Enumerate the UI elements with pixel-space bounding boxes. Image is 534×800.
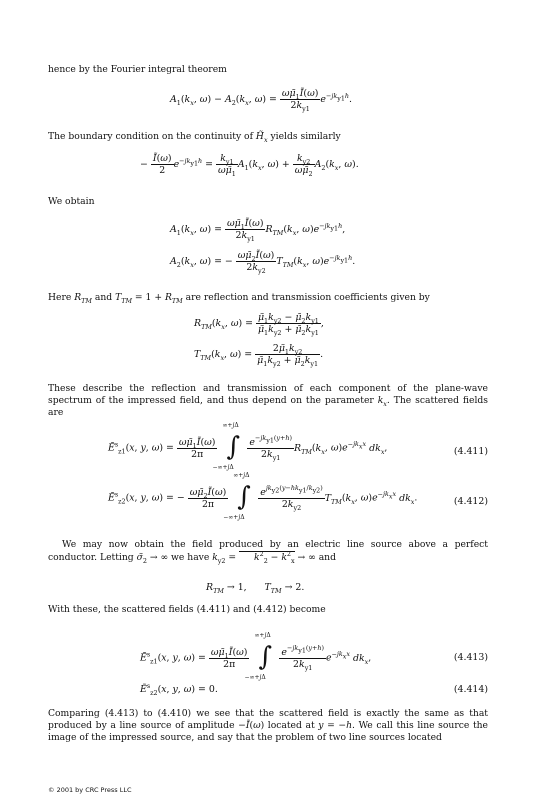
equation-number-4-414: (4.414) <box>453 684 488 695</box>
paragraph-boundary-condition: The boundary condition on the continuity of $H̃_x$ yields similarly <box>48 131 341 144</box>
paragraph-image-source: Comparing (4.413) to (4.410) we see that the scattered field is exactly the same as that produced by a line source of amplitude −Ĩ(ω) located at y = −h. We call this line source the image of the impressed source, and say that the problem of two line sources located <box>48 708 488 744</box>
paragraph-perfect-conductor: We may now obtain the field produced by an electric line source above a perfect conductor. Letting $\sigmã_2$ → ∞ we have $k_{y2} = k^2_2 - k^2_x$ → ∞ and <box>48 539 488 566</box>
equation-4-412: Ẽ$^s_{z2}$(x, y, ω) = − $\frac{\omega\mũ_2Ĩ(\omega)}{2\pi}$ ∞+jΔ ∫ −∞+jΔ $\frac{e^{jk_{y2}(y-hk_{y1}/k_{y2})}}{2k_{y2}}$ $T_{TM}(k_x$, $\omega)e^{-jk_xx}$ $dk_x$. <box>108 472 418 521</box>
equation-4-414: Ẽ$^s_{z2}$(x, y, ω) = 0. <box>140 681 218 697</box>
paragraph-fourier-intro: hence by the Fourier integral theorem <box>48 64 227 75</box>
equation-reflection-coefficient: $R_{TM}(k_x$, ω) = $\frac{\mũ_1k_{y2} - \mũ_2k_{y1}}{\mũ_1k_{y2} + \mũ_2k_{y1}}$ , <box>194 312 324 337</box>
equation-transmission-coefficient: $T_{TM}(k_x$, ω) = $\frac{2\mũ_1k_{y2}}{\mũ_1k_{y2} + \mũ_2k_{y1}}$ . <box>194 343 324 368</box>
equation-a1-minus-a2: $A_1(k_x$, $\omega) - A_2(k_x$, ω) = $\frac{\omega\mũ_1Ĩ(\omega)}{2k_{y1}}$ $e^{-jk_{y1}h}$. <box>170 88 352 113</box>
equation-number-4-412: (4.412) <box>453 496 488 507</box>
equation-a1-solution: $A_1(k_x$, ω) = $\frac{\omega\mũ_1Ĩ(\omega)}{2k_{y1}}$ $R_{TM}(k_x$, $\omega)e^{-jk_{y1}h}$, <box>170 218 346 243</box>
equation-a2-solution: $A_2(k_x$, ω) = − $\frac{\omega\mũ_2Ĩ(\omega)}{2k_{y2}}$ $T_{TM}(k_x$, $\omega)e^{-jk_{y1}h}$. <box>170 250 356 275</box>
equation-boundary-condition: − $\frac{Ĩ(\omega)}{2}$ $e^{-jk_{y1}h}$ = $\frac{k_{y1}}{\omega\mũ_1}$ $A_1(k_x$, ω) + $\frac{k_{y2}}{\omega\mũ_2}$ $A_2(k_x$, ω). <box>140 153 359 178</box>
paragraph-scattered-fields-intro: These describe the reflection and transmission of each component of the plane-wave spectrum of the impressed field, and thus depend on the parameter $k_x$. The scattered fields are <box>48 383 488 419</box>
copyright-footer: © 2001 by CRC Press LLC <box>48 786 132 794</box>
equation-number-4-411: (4.411) <box>453 446 488 457</box>
paragraph-scattered-fields-become: With these, the scattered fields (4.411) and (4.412) become <box>48 604 326 615</box>
paragraph-we-obtain: We obtain <box>48 196 95 207</box>
equation-4-413: Ẽ$^s_{z1}$(x, y, ω) = $\frac{\omega\mũ_1Ĩ(\omega)}{2\pi}$ ∞+jΔ ∫ −∞+jΔ $\frac{e^{-jk_{y1}(y+h)}}{2k_{y1}}$ $e^{-jk_xx}$ $dk_x$, <box>140 632 372 681</box>
equation-number-4-413: (4.413) <box>453 652 488 663</box>
equation-4-411: Ẽ$^s_{z1}$(x, y, ω) = $\frac{\omega\mũ_1Ĩ(\omega)}{2\pi}$ ∞+jΔ ∫ −∞+jΔ $\frac{e^{-jk_{y1}(y+h)}}{2k_{y1}}$ $R_{TM}(k_x$, $\omega)e^{-jk_xx}$ $dk_x$, <box>108 422 388 471</box>
page-content <box>48 0 488 800</box>
equation-limits: $R_{TM} \to 1$, $T_{TM} \to 2$. <box>206 582 305 595</box>
paragraph-coefficients-intro: Here $R_{TM}$ and $T_{TM} = 1 + R_{TM}$ are reflection and transmission coefficients given by <box>48 292 430 305</box>
